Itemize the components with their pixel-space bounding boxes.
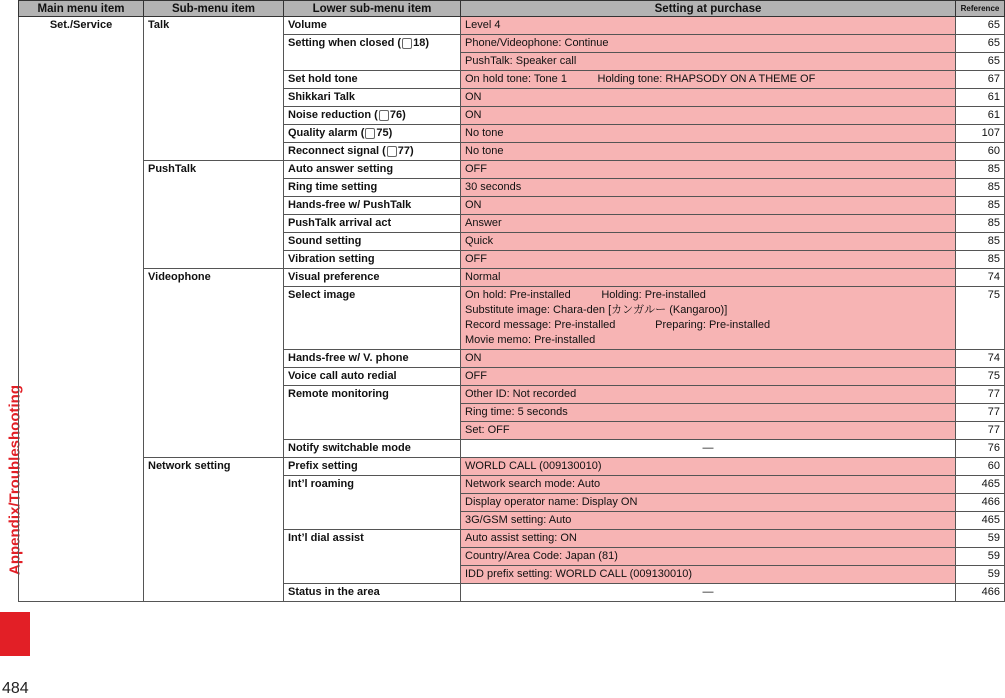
reference-page: 59: [956, 548, 1005, 566]
setting-value: Normal: [461, 269, 956, 287]
setting-value: ON: [461, 107, 956, 125]
reference-page: 85: [956, 179, 1005, 197]
table-row: [19, 458, 1005, 476]
setting-value: OFF: [461, 368, 956, 386]
side-tab-marker: [0, 612, 30, 656]
reference-page: 75: [956, 287, 1005, 350]
lower-item: Notify switchable mode: [284, 440, 461, 458]
setting-line: Movie memo: Pre-installed: [465, 334, 596, 346]
reference-page: 59: [956, 530, 1005, 548]
setting-value: Set: OFF: [461, 422, 956, 440]
reference-page: 65: [956, 35, 1005, 53]
settings-table: [18, 0, 1005, 602]
menu-key-icon: [379, 110, 389, 121]
lower-item: Visual preference: [284, 269, 461, 287]
reference-page: 61: [956, 89, 1005, 107]
reference-page: 85: [956, 215, 1005, 233]
setting-value: ―: [461, 584, 956, 602]
lower-item: Volume: [284, 17, 461, 35]
reference-page: 59: [956, 566, 1005, 584]
setting-value: Other ID: Not recorded: [461, 386, 956, 404]
lower-item-page: 75: [376, 127, 389, 139]
reference-page: 77: [956, 404, 1005, 422]
table-row: [19, 161, 1005, 179]
setting-value: [461, 287, 956, 350]
reference-page: 75: [956, 368, 1005, 386]
setting-value: ON: [461, 197, 956, 215]
lower-item: Int’l dial assist: [284, 530, 461, 584]
setting-value: ON: [461, 350, 956, 368]
setting-value: Ring time: 5 seconds: [461, 404, 956, 422]
setting-value: Phone/Videophone: Continue: [461, 35, 956, 53]
lower-item: Ring time setting: [284, 179, 461, 197]
lower-item: Vibration setting: [284, 251, 461, 269]
reference-page: 60: [956, 143, 1005, 161]
menu-key-icon: [402, 38, 412, 49]
setting-value: PushTalk: Speaker call: [461, 53, 956, 71]
lower-item: Remote monitoring: [284, 386, 461, 440]
setting-value: Display operator name: Display ON: [461, 494, 956, 512]
lower-item: Reconnect signal ( 77): [284, 143, 461, 161]
reference-page: 77: [956, 386, 1005, 404]
reference-page: 65: [956, 53, 1005, 71]
setting-value: Answer: [461, 215, 956, 233]
setting-value: IDD prefix setting: WORLD CALL (009130010): [461, 566, 956, 584]
header-setting: Setting at purchase: [461, 1, 956, 17]
main-menu-item: Set./Service: [19, 17, 144, 602]
header-lower: Lower sub-menu item: [284, 1, 461, 17]
setting-value: Quick: [461, 233, 956, 251]
setting-line: Record message: Pre-installed Preparing: Pre-installed: [465, 319, 771, 331]
setting-value: WORLD CALL (009130010): [461, 458, 956, 476]
reference-page: 85: [956, 197, 1005, 215]
setting-value: No tone: [461, 125, 956, 143]
setting-value: On hold tone: Tone 1 Holding tone: RHAPSODY ON A THEME OF: [461, 71, 956, 89]
reference-page: 74: [956, 269, 1005, 287]
lower-item: Status in the area: [284, 584, 461, 602]
setting-value: 30 seconds: [461, 179, 956, 197]
lower-item: Quality alarm ( 75): [284, 125, 461, 143]
header-row: [19, 1, 1005, 17]
reference-page: 107: [956, 125, 1005, 143]
sub-menu-pushtalk: PushTalk: [144, 161, 284, 269]
lower-item: Voice call auto redial: [284, 368, 461, 386]
setting-value: Network search mode: Auto: [461, 476, 956, 494]
setting-value: Auto assist setting: ON: [461, 530, 956, 548]
reference-page: 85: [956, 233, 1005, 251]
lower-item: Noise reduction ( 76): [284, 107, 461, 125]
lower-item: Hands-free w/ V. phone: [284, 350, 461, 368]
lower-item: Sound setting: [284, 233, 461, 251]
lower-item: Setting when closed ( 18): [284, 35, 461, 71]
setting-value: OFF: [461, 251, 956, 269]
reference-page: 65: [956, 17, 1005, 35]
lower-item: PushTalk arrival act: [284, 215, 461, 233]
lower-item: Hands-free w/ PushTalk: [284, 197, 461, 215]
header-sub: Sub-menu item: [144, 1, 284, 17]
table-row: [19, 269, 1005, 287]
lower-item-label: Setting when closed (: [288, 37, 402, 49]
setting-value: ON: [461, 89, 956, 107]
setting-value: No tone: [461, 143, 956, 161]
reference-page: 466: [956, 584, 1005, 602]
lower-item-page: 18: [413, 37, 426, 49]
setting-value: OFF: [461, 161, 956, 179]
lower-item-label: Noise reduction (: [288, 109, 378, 121]
setting-value: Level 4: [461, 17, 956, 35]
reference-page: 465: [956, 512, 1005, 530]
reference-page: 61: [956, 107, 1005, 125]
reference-page: 74: [956, 350, 1005, 368]
lower-item: Auto answer setting: [284, 161, 461, 179]
menu-key-icon: [365, 128, 375, 139]
setting-line: Substitute image: Chara-den [カンガルー (Kangaroo)]: [465, 304, 728, 316]
sub-menu-videophone: Videophone: [144, 269, 284, 458]
sub-menu-network-setting: Network setting: [144, 458, 284, 602]
reference-page: 76: [956, 440, 1005, 458]
reference-page: 77: [956, 422, 1005, 440]
table-row: [19, 17, 1005, 35]
lower-item: Set hold tone: [284, 71, 461, 89]
header-main: Main menu item: [19, 1, 144, 17]
reference-page: 60: [956, 458, 1005, 476]
menu-key-icon: [387, 146, 397, 157]
setting-line: On hold: Pre-installed Holding: Pre-installed: [465, 289, 706, 301]
lower-item: Prefix setting: [284, 458, 461, 476]
lower-item-page: 76: [389, 109, 403, 121]
lower-item-page: 77: [397, 145, 411, 157]
page-number: 484: [2, 680, 29, 697]
setting-value: 3G/GSM setting: Auto: [461, 512, 956, 530]
reference-page: 85: [956, 161, 1005, 179]
lower-item-label: Quality alarm (: [288, 127, 365, 139]
lower-item: Int’l roaming: [284, 476, 461, 530]
reference-page: 466: [956, 494, 1005, 512]
lower-item: Shikkari Talk: [284, 89, 461, 107]
setting-value: ―: [461, 440, 956, 458]
sub-menu-talk: Talk: [144, 17, 284, 161]
lower-item: Select image: [284, 287, 461, 350]
lower-item-label: Reconnect signal (: [288, 145, 386, 157]
header-reference: Reference: [956, 1, 1005, 17]
reference-page: 67: [956, 71, 1005, 89]
setting-value: Country/Area Code: Japan (81): [461, 548, 956, 566]
section-label: Appendix/Troubleshooting: [6, 385, 24, 575]
reference-page: 85: [956, 251, 1005, 269]
reference-page: 465: [956, 476, 1005, 494]
